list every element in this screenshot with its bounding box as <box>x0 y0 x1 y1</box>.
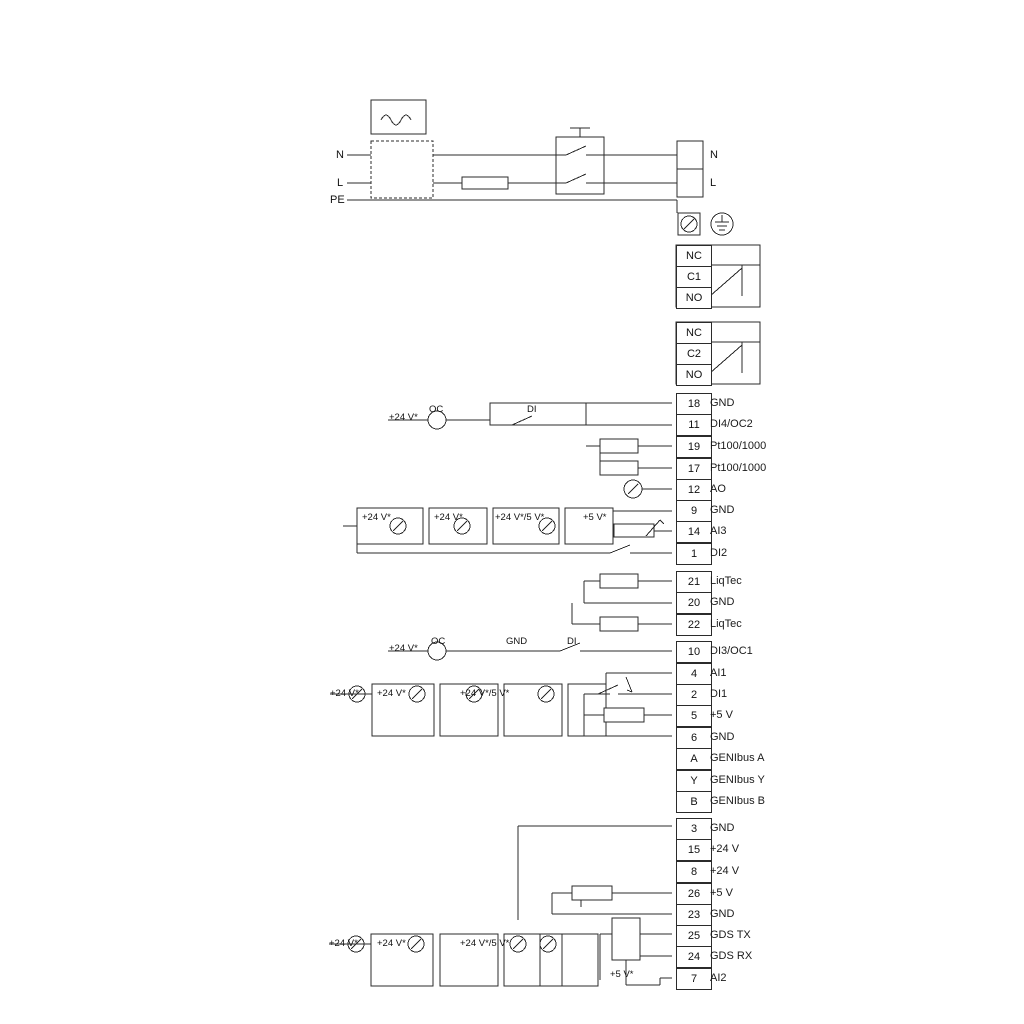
terminal-26[interactable]: 26 <box>676 883 712 905</box>
terminal-18[interactable]: 18 <box>676 393 712 415</box>
terminal-8-label: +24 V <box>710 865 740 877</box>
terminal-b[interactable]: B <box>676 791 712 813</box>
terminal-15[interactable]: 15 <box>676 839 712 861</box>
terminal-a-label: GENIbus A <box>710 752 765 764</box>
supply-24v-c: +24 V* <box>434 512 463 523</box>
terminal-relay1-no[interactable]: NO <box>676 287 712 309</box>
di-label-1: DI <box>527 404 537 415</box>
supply-5v-a: +5 V* <box>583 512 607 523</box>
terminal-22[interactable]: 22 <box>676 614 712 636</box>
terminal-4-label: AI1 <box>710 667 727 679</box>
terminal-11-label: DI4/OC2 <box>710 418 753 430</box>
terminal-6-label: GND <box>710 731 735 743</box>
di-label-2: DI <box>567 636 577 647</box>
terminal-y-label: GENIbus Y <box>710 774 765 786</box>
supply-mix-3: +24 V*/5 V* <box>460 938 510 949</box>
terminal-relay2-c2[interactable]: C2 <box>676 343 712 365</box>
terminal-14[interactable]: 14 <box>676 521 712 543</box>
terminal-12[interactable]: 12 <box>676 479 712 501</box>
supply-24v-f: +24 V* <box>377 688 406 699</box>
terminal-2-label: DI1 <box>710 688 728 700</box>
terminal-4[interactable]: 4 <box>676 663 712 685</box>
mains-l-label: L <box>337 177 344 189</box>
supply-24v-a: +24 V* <box>389 412 418 423</box>
motor-n-label: N <box>710 149 718 161</box>
terminal-2[interactable]: 2 <box>676 684 712 706</box>
terminal-9[interactable]: 9 <box>676 500 712 522</box>
terminal-5[interactable]: 5 <box>676 705 712 727</box>
mains-pe-label: PE <box>330 194 345 206</box>
supply-mix-2: +24 V*/5 V* <box>460 688 510 699</box>
supply-24v-d: +24 V* <box>389 643 418 654</box>
supply-24v-g: +24 V* <box>329 938 358 949</box>
supply-24v-e: +24 V* <box>330 688 359 699</box>
terminal-relay1-nc[interactable]: NC <box>676 245 712 267</box>
terminal-7[interactable]: 7 <box>676 968 712 990</box>
oc-label-2: OC <box>431 636 446 647</box>
terminal-10[interactable]: 10 <box>676 641 712 663</box>
motor-l-label: L <box>710 177 717 189</box>
terminal-b-label: GENIbus B <box>710 795 766 807</box>
terminal-26-label: +5 V <box>710 887 733 899</box>
terminal-21[interactable]: 21 <box>676 571 712 593</box>
terminal-5-label: +5 V <box>710 709 733 721</box>
terminal-18-label: GND <box>710 397 735 409</box>
terminal-10-label: DI3/OC1 <box>710 645 753 657</box>
terminal-9-label: GND <box>710 504 735 516</box>
oc-label-1: OC <box>429 404 444 415</box>
terminal-1[interactable]: 1 <box>676 543 712 565</box>
terminal-23-label: GND <box>710 908 735 920</box>
terminal-25[interactable]: 25 <box>676 925 712 947</box>
supply-mix-1: +24 V*/5 V* <box>495 512 545 523</box>
terminal-6[interactable]: 6 <box>676 727 712 749</box>
terminal-11[interactable]: 11 <box>676 414 712 436</box>
terminal-19[interactable]: 19 <box>676 436 712 458</box>
terminal-14-label: AI3 <box>710 525 727 537</box>
terminal-relay2-no[interactable]: NO <box>676 364 712 386</box>
terminal-19-label: Pt100/1000 <box>710 440 767 452</box>
terminal-12-label: AO <box>710 483 726 495</box>
terminal-15-label: +24 V <box>710 843 740 855</box>
terminal-y[interactable]: Y <box>676 770 712 792</box>
terminal-3[interactable]: 3 <box>676 818 712 840</box>
mains-n-label: N <box>336 149 344 161</box>
terminal-relay1-c1[interactable]: C1 <box>676 266 712 288</box>
terminal-24-label: GDS RX <box>710 950 753 962</box>
supply-24v-h: +24 V* <box>377 938 406 949</box>
terminal-21-label: LiqTec <box>710 575 742 587</box>
terminal-22-label: LiqTec <box>710 618 742 630</box>
terminal-7-label: AI2 <box>710 972 727 984</box>
supply-5v-b: +5 V* <box>610 969 634 980</box>
terminal-17[interactable]: 17 <box>676 458 712 480</box>
gnd-mid-label: GND <box>506 636 528 647</box>
terminal-23[interactable]: 23 <box>676 904 712 926</box>
terminal-1-label: DI2 <box>710 547 728 559</box>
supply-24v-b: +24 V* <box>362 512 391 523</box>
terminal-20[interactable]: 20 <box>676 592 712 614</box>
terminal-20-label: GND <box>710 596 735 608</box>
terminal-relay2-nc[interactable]: NC <box>676 322 712 344</box>
terminal-8[interactable]: 8 <box>676 861 712 883</box>
terminal-24[interactable]: 24 <box>676 946 712 968</box>
terminal-3-label: GND <box>710 822 735 834</box>
terminal-25-label: GDS TX <box>710 929 751 941</box>
terminal-a[interactable]: A <box>676 748 712 770</box>
terminal-17-label: Pt100/1000 <box>710 462 767 474</box>
